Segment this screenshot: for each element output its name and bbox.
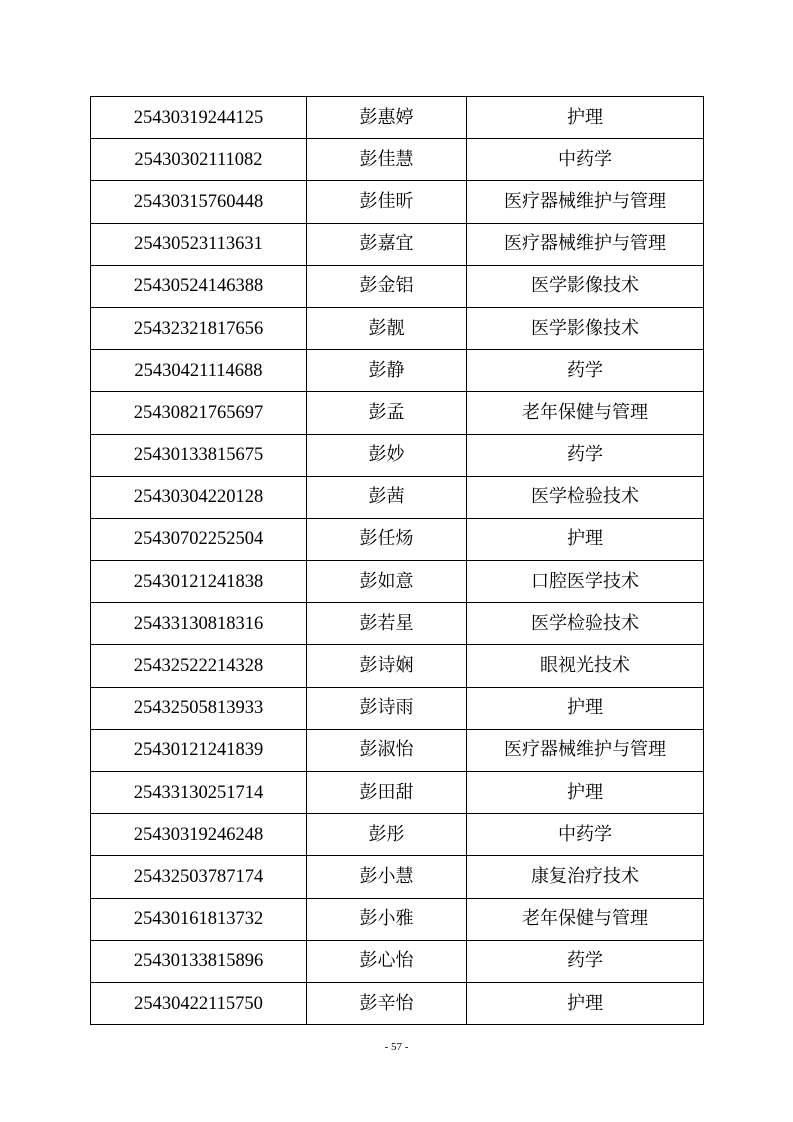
student-name-cell: 彭小雅 xyxy=(307,898,467,940)
table-row xyxy=(91,518,704,560)
table-row xyxy=(91,139,704,181)
student-major-cell: 口腔医学技术 xyxy=(467,561,704,603)
student-name-cell: 彭心怡 xyxy=(307,940,467,982)
student-id-cell: 25432321817656 xyxy=(91,307,307,349)
student-name-cell: 彭惠婷 xyxy=(307,97,467,139)
student-name-cell: 彭诗雨 xyxy=(307,687,467,729)
student-name-cell: 彭茜 xyxy=(307,476,467,518)
table-row xyxy=(91,645,704,687)
student-id-cell: 25430133815675 xyxy=(91,434,307,476)
student-name-cell: 彭若星 xyxy=(307,603,467,645)
table-row xyxy=(91,940,704,982)
student-id-cell: 25430121241839 xyxy=(91,729,307,771)
table-row xyxy=(91,350,704,392)
student-major-cell: 药学 xyxy=(467,434,704,476)
student-major-cell: 老年保健与管理 xyxy=(467,392,704,434)
table-row xyxy=(91,729,704,771)
student-id-cell: 25430315760448 xyxy=(91,181,307,223)
student-table xyxy=(90,96,704,1025)
student-major-cell: 医学检验技术 xyxy=(467,603,704,645)
student-id-cell: 25430302111082 xyxy=(91,139,307,181)
student-name-cell: 彭辛怡 xyxy=(307,982,467,1024)
student-major-cell: 康复治疗技术 xyxy=(467,856,704,898)
student-major-cell: 药学 xyxy=(467,940,704,982)
student-id-cell: 25433130818316 xyxy=(91,603,307,645)
student-major-cell: 药学 xyxy=(467,350,704,392)
student-name-cell: 彭金铝 xyxy=(307,265,467,307)
student-id-cell: 25430821765697 xyxy=(91,392,307,434)
student-name-cell: 彭诗娴 xyxy=(307,645,467,687)
student-id-cell: 25430523113631 xyxy=(91,223,307,265)
student-name-cell: 彭嘉宜 xyxy=(307,223,467,265)
student-name-cell: 彭如意 xyxy=(307,561,467,603)
table-row xyxy=(91,476,704,518)
student-id-cell: 25430702252504 xyxy=(91,518,307,560)
student-name-cell: 彭田甜 xyxy=(307,772,467,814)
student-name-cell: 彭孟 xyxy=(307,392,467,434)
student-name-cell: 彭彤 xyxy=(307,814,467,856)
student-major-cell: 医疗器械维护与管理 xyxy=(467,729,704,771)
student-major-cell: 护理 xyxy=(467,518,704,560)
student-major-cell: 护理 xyxy=(467,687,704,729)
student-major-cell: 老年保健与管理 xyxy=(467,898,704,940)
student-table-body xyxy=(91,97,704,1025)
student-id-cell: 25430319244125 xyxy=(91,97,307,139)
student-id-cell: 25430422115750 xyxy=(91,982,307,1024)
student-id-cell: 25430421114688 xyxy=(91,350,307,392)
table-row xyxy=(91,856,704,898)
table-row xyxy=(91,265,704,307)
student-id-cell: 25432503787174 xyxy=(91,856,307,898)
table-row xyxy=(91,603,704,645)
page-number: - 57 - xyxy=(384,1041,409,1053)
table-row xyxy=(91,307,704,349)
student-major-cell: 中药学 xyxy=(467,814,704,856)
student-id-cell: 25430524146388 xyxy=(91,265,307,307)
student-major-cell: 护理 xyxy=(467,772,704,814)
student-id-cell: 25432505813933 xyxy=(91,687,307,729)
student-id-cell: 25430133815896 xyxy=(91,940,307,982)
table-row xyxy=(91,181,704,223)
student-major-cell: 医学影像技术 xyxy=(467,265,704,307)
student-major-cell: 护理 xyxy=(467,97,704,139)
student-name-cell: 彭靓 xyxy=(307,307,467,349)
table-row xyxy=(91,561,704,603)
student-major-cell: 护理 xyxy=(467,982,704,1024)
student-id-cell: 25430121241838 xyxy=(91,561,307,603)
table-row xyxy=(91,223,704,265)
student-name-cell: 彭佳昕 xyxy=(307,181,467,223)
student-id-cell: 25430319246248 xyxy=(91,814,307,856)
student-name-cell: 彭佳慧 xyxy=(307,139,467,181)
student-id-cell: 25430304220128 xyxy=(91,476,307,518)
student-name-cell: 彭淑怡 xyxy=(307,729,467,771)
table-row xyxy=(91,982,704,1024)
student-major-cell: 医学影像技术 xyxy=(467,307,704,349)
student-id-cell: 25432522214328 xyxy=(91,645,307,687)
student-major-cell: 医学检验技术 xyxy=(467,476,704,518)
student-id-cell: 25433130251714 xyxy=(91,772,307,814)
student-name-cell: 彭任炀 xyxy=(307,518,467,560)
student-name-cell: 彭妙 xyxy=(307,434,467,476)
table-row xyxy=(91,392,704,434)
student-major-cell: 眼视光技术 xyxy=(467,645,704,687)
student-id-cell: 25430161813732 xyxy=(91,898,307,940)
student-major-cell: 医疗器械维护与管理 xyxy=(467,223,704,265)
table-row xyxy=(91,434,704,476)
table-row xyxy=(91,898,704,940)
student-major-cell: 医疗器械维护与管理 xyxy=(467,181,704,223)
student-major-cell: 中药学 xyxy=(467,139,704,181)
table-row xyxy=(91,97,704,139)
student-name-cell: 彭静 xyxy=(307,350,467,392)
table-row xyxy=(91,814,704,856)
table-row xyxy=(91,772,704,814)
student-name-cell: 彭小慧 xyxy=(307,856,467,898)
table-row xyxy=(91,687,704,729)
